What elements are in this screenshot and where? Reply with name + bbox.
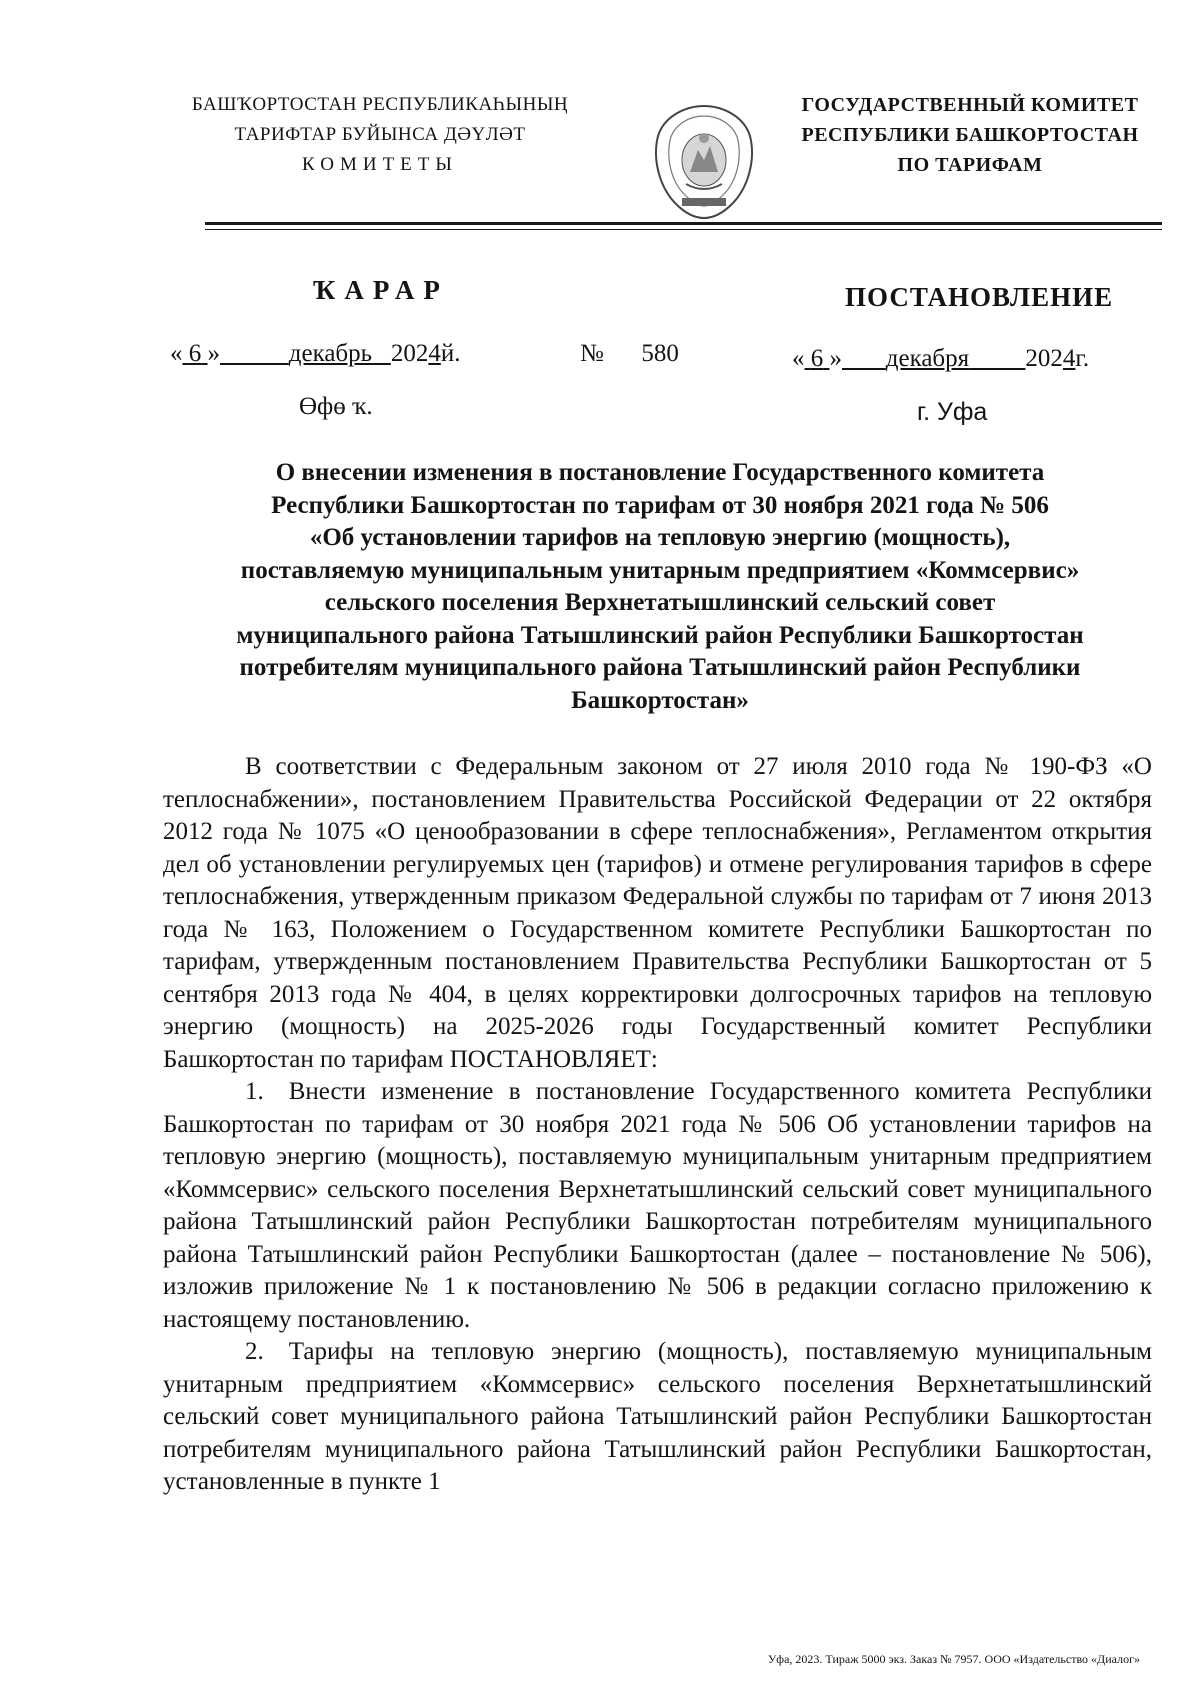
number-sign: № xyxy=(580,340,604,367)
date-bashkir-year-digit: 4 xyxy=(428,340,441,367)
header-bashkir-line-2: ТАРИФТАР БУЙЫНСА ДӘҮЛӘТ xyxy=(234,124,526,145)
title-line: потребителям муниципального района Татышлинский район Республики xyxy=(239,654,1081,681)
date-bashkir-year-prefix: 202 xyxy=(390,340,429,367)
title-line: Республики Башкортостан по тарифам от 30 ноября 2021 года № 506 xyxy=(271,491,1049,519)
print-footer: Уфа, 2023. Тираж 5000 экз. Заказ № 7957. ООО «Издательство «Диалог» xyxy=(767,1652,1140,1666)
city-bashkir: Өфө ҡ. xyxy=(299,393,373,420)
date-bashkir-open-quote: « xyxy=(170,340,183,367)
header-russian-line-3: ПО ТАРИФАМ xyxy=(897,154,1043,176)
date-russian-suffix: г. xyxy=(1075,345,1090,372)
header-russian-line-1: ГОСУДАРСТВЕННЫЙ КОМИТЕТ xyxy=(801,94,1139,116)
date-russian-year-prefix: 202 xyxy=(1025,345,1063,372)
coat-of-arms-emblem xyxy=(652,102,756,220)
header-russian xyxy=(770,90,1170,180)
document-number xyxy=(580,340,679,368)
date-russian-year-digit: 4 xyxy=(1062,345,1076,372)
date-bashkir xyxy=(170,340,460,368)
city-russian: г. Уфа xyxy=(917,398,988,426)
header-russian-line-2: РЕСПУБЛИКИ БАШКОРТОСТАН xyxy=(801,124,1139,146)
header-bashkir-line-3: КОМИТЕТЫ xyxy=(302,154,458,175)
header-divider-thick xyxy=(205,222,1162,225)
number-value: 580 xyxy=(641,340,679,367)
title-line: сельского поселения Верхнетатышлинский сельский совет xyxy=(324,589,996,616)
document-title xyxy=(160,457,1160,717)
date-bashkir-day: 6 xyxy=(188,340,202,367)
clause-2-paragraph: 2. Тарифы на тепловую энергию (мощность), поставляемую муниципальным унитарным предприятием «Коммсервис» сельского поселения Верхнетатышлинский сельский совет муниципального района Татышлинский район Республики Башкортостан потребителям муниципального района Татышлинский район Республики Башкортостан, установленные в пункте 1 xyxy=(163,1338,1152,1495)
title-line: «Об установлении тарифов на тепловую энергию (мощность), xyxy=(309,524,1011,551)
date-bashkir-close-quote: » xyxy=(207,340,220,367)
date-russian-day: 6 xyxy=(810,345,824,372)
header-bashkir-line-1: БАШҠОРТОСТАН РЕСПУБЛИКАҺЫНЫҢ xyxy=(191,94,569,115)
preamble-paragraph: В соответствии с Федеральным законом от 27 июля 2010 года № 190-ФЗ «О теплоснабжении», постановлением Правительства Российской Федерации от 22 октября 2012 года № 1075 «О ценообразовании в сфере теплоснабжения», Регламентом открытия дел об установлении регулируемых цен (тарифов) и отмене регулирования тарифов в сфере теплоснабжения, утвержденным приказом Федеральной службы по тарифам от 7 июня 2013 года № 163, Положением о Государственном комитете Республики Башкортостан по тарифам, утвержденным постановлением Правительства Республики Башкортостан от 5 сентября 2013 года № 404, в целях корректировки долгосрочных тарифов на тепловую энергию (мощность) на 2025-2026 годы Государственный комитет Республики Башкортостан по тарифам ПОСТАНОВЛЯЕТ: xyxy=(163,753,1152,1073)
date-bashkir-suffix: й. xyxy=(440,340,461,367)
header-bashkir xyxy=(170,90,590,180)
date-bashkir-month: декабрь xyxy=(288,340,373,367)
doc-type-russian: ПОСТАНОВЛЕНИЕ xyxy=(845,282,1114,312)
date-russian-open-quote: « xyxy=(792,345,805,372)
document-body xyxy=(163,751,1152,1499)
date-russian-close-quote: » xyxy=(829,345,842,372)
header-divider-thin xyxy=(205,229,1162,230)
clause-1-paragraph: 1. Внести изменение в постановление Государственного комитета Республики Башкортостан по тарифам от 30 ноября 2021 года № 506 Об установлении тарифов на тепловую энергию (мощность), поставляемую муниципальным унитарным предприятием «Коммсервис» сельского поселения Верхнетатышлинский сельский совет муниципального района Татышлинский район Республики Башкортостан потребителям муниципального района Татышлинский район Республики Башкортостан (далее – постановление № 506), изложив приложение № 1 к постановлению № 506 в редакции согласно приложению к настоящему постановлению. xyxy=(163,1078,1152,1333)
title-line: муниципального района Татышлинский район Республики Башкортостан xyxy=(236,621,1084,649)
title-line: Башкортостан» xyxy=(571,686,749,714)
title-line: поставляемую муниципальным унитарным предприятием «Коммсервис» xyxy=(240,556,1080,584)
date-russian-month: декабря xyxy=(885,345,970,372)
title-line: О внесении изменения в постановление Государственного комитета xyxy=(275,459,1045,486)
date-russian xyxy=(792,345,1089,373)
doc-type-bashkir: ҠАРАР xyxy=(313,275,449,305)
